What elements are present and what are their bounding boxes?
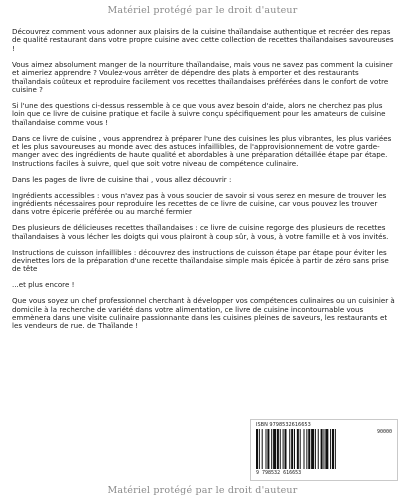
copyright-watermark-top: Matériel protégé par le droit d'auteur xyxy=(107,5,298,16)
paragraph-pitch: Si l'une des questions ci-dessus ressemble à ce que vous avez besoin d'aide, alors ne cherchez pas plus loin que ce livre de cuisine pratique et facile à suivre conçu spécifiquement pour les amateurs de cuisine thaïlandaise comme vous ! xyxy=(12,100,386,127)
barcode-digits: 9 798532 616653 xyxy=(256,470,302,476)
paragraph-ingredients: Ingrédients accessibles : vous n'avez pas à vous soucier de savoir si vous serez en mesure de trouver les ingrédients nécessaires pour reproduire les recettes de ce livre de cuisine, car vous pouvez les trouver dans votre épicerie préférée ou au marché fermier xyxy=(12,190,387,217)
isbn-label: ISBN 9798532616653 xyxy=(256,422,311,428)
paragraph-closing: Que vous soyez un chef professionnel cherchant à développer vos compétences culinaires ou un cuisinier à domicile à la recherche de variété dans votre alimentation, ce livre de cuisine incontournable vous emmènera dans une visite culinaire passionnante dans les cuisines pleines de saveurs, les restaurants et les vendeurs de rue. de Thaïlande ! xyxy=(12,296,395,331)
paragraph-recipes: Des plusieurs de délicieuses recettes thaïlandaises : ce livre de cuisine regorge des plusieurs de recettes thaïlandaises à vous lécher les doigts qui vous plairont à coup sûr, à vous, à votre famille et à vos invités. xyxy=(12,223,389,241)
paragraph-intro: Découvrez comment vous adonner aux plaisirs de la cuisine thaïlandaise authentique et recréer des repas de qualité restaurant dans votre propre cuisine avec cette collection de recettes thaïlandaises savoureuses ! xyxy=(12,27,394,53)
price-code: 90000 xyxy=(376,429,392,435)
book-back-cover xyxy=(0,20,405,482)
paragraph-more: ...et plus encore ! xyxy=(12,280,75,290)
barcode-box xyxy=(250,419,398,481)
paragraph-discover: Dans les pages de livre de cuisine thai , vous allez découvrir : xyxy=(12,174,232,184)
copyright-watermark-bottom: Matériel protégé par le droit d'auteur xyxy=(107,485,298,496)
paragraph-instructions: Instructions de cuisson infaillibles : découvrez des instructions de cuisson étape par étape pour éviter les devinettes lors de la préparation d'une recette thaïlandaise simple mais épicée à partir de zéro sans prise de tête xyxy=(12,247,389,274)
paragraph-learn: Dans ce livre de cuisine , vous apprendrez à préparer l'une des cuisines les plus vibrantes, les plus variées et les plus savoureuses au monde avec des astuces infaillibles, de l'approvisionnement de votre garde-manger avec des ingrédients de haute qualité et abordables à une préparation détaillée étape par étape. Instructions faciles à suivre, quel que soit votre niveau de compétence culinaire. xyxy=(12,133,392,168)
book-description xyxy=(12,28,396,338)
barcode-icon xyxy=(256,429,356,469)
paragraph-questions: Vous aimez absolument manger de la nourriture thaïlandaise, mais vous ne savez pas comment la cuisiner et aimeriez apprendre ? Voulez-vous arrêter de dépendre des plats à emporter et des restaurants thaïlandais coûteux et reproduire facilement vos recettes thaïlandaises préférées dans le confort de votre cuisine ? xyxy=(12,59,393,94)
